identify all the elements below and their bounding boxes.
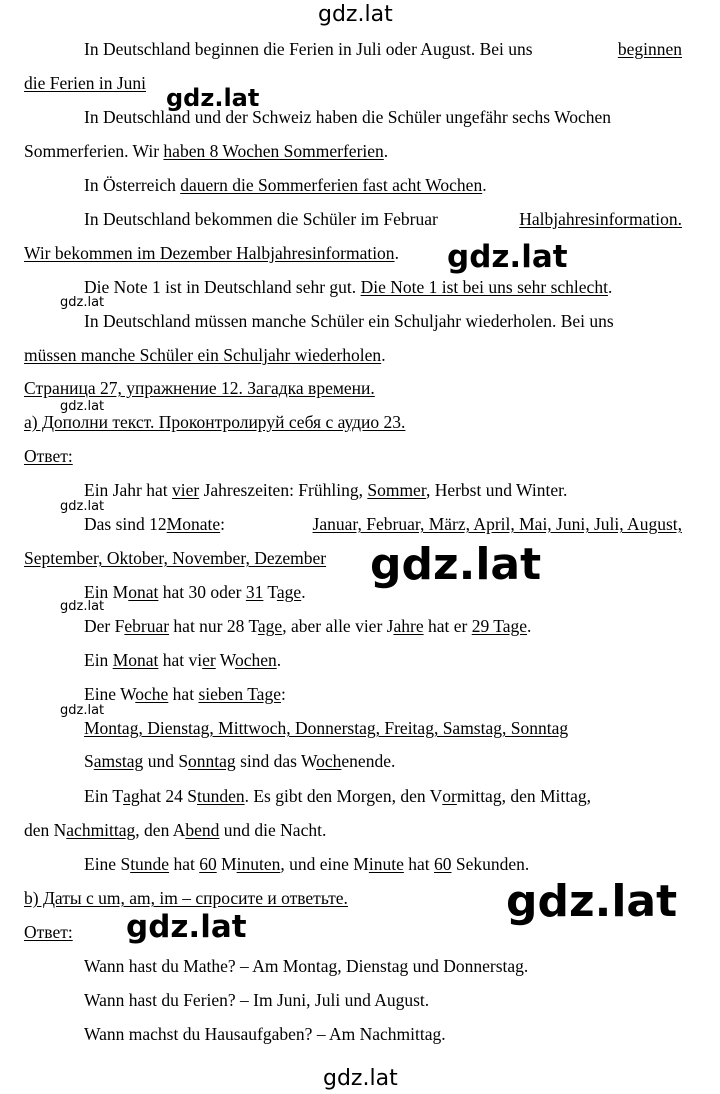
text-line: In Deutschland und der Schweiz haben die Schüler ungefähr sechs Wochen <box>84 107 611 127</box>
task-heading: а) Дополни текст. Проконтролируй себя с аудио 23. <box>24 412 406 432</box>
watermark: gdz.lat <box>506 876 678 927</box>
text-line: In Österreich dauern die Sommerferien fast acht Wochen. <box>84 175 487 195</box>
text-line: Sommerferien. Wir haben 8 Wochen Sommerferien. <box>24 141 389 161</box>
text-line: In Deutschland bekommen die Schüler im Februar Halbjahresinformation. <box>84 209 682 229</box>
text-line: Ein Monat hat vier Wochen. <box>84 650 282 670</box>
answer-label: Ответ: <box>24 922 73 942</box>
watermark-bottom: gdz.lat <box>323 1066 398 1091</box>
text-line: Ein Jahr hat vier Jahreszeiten: Frühling, Sommer, Herbst und Winter. <box>84 480 568 500</box>
watermark: gdz.lat <box>447 239 568 275</box>
text-line: Samstag und Sonntag sind das Wochenende. <box>84 751 396 771</box>
text-line: Wann hast du Ferien? – Im Juni, Juli und August. <box>84 990 430 1010</box>
text-line: Eine Stunde hat 60 Minuten, und eine Minute hat 60 Sekunden. <box>84 854 530 874</box>
text-line: müssen manche Schüler ein Schuljahr wiederholen. <box>24 345 386 365</box>
text-line: Wann machst du Hausaufgaben? – Am Nachmittag. <box>84 1024 446 1044</box>
text-line: Ein Taghat 24 Stunden. Es gibt den Morgen, den Vormittag, den Mittag, <box>84 786 592 806</box>
watermark: gdz.lat <box>126 909 247 945</box>
text-line: In Deutschland müssen manche Schüler ein Schuljahr wiederholen. Bei uns <box>84 311 614 331</box>
text-line: die Ferien in Juni <box>24 73 146 93</box>
task-heading: b) Даты с um, am, im – спросите и ответьте. <box>24 888 348 908</box>
watermark-top: gdz.lat <box>318 2 393 27</box>
text-line: September, Oktober, November, Dezember <box>24 548 327 568</box>
text-line: Ein Monat hat 30 oder 31 Tage. <box>84 582 306 602</box>
text-line: Wir bekommen im Dezember Halbjahresinformation. <box>24 243 399 263</box>
text-line: den Nachmittag, den Abend und die Nacht. <box>24 820 327 840</box>
watermark: gdz.lat <box>60 703 105 718</box>
watermark: gdz.lat <box>60 599 105 614</box>
watermark: gdz.lat <box>60 399 105 414</box>
text-line: Die Note 1 ist in Deutschland sehr gut. Die Note 1 ist bei uns sehr schlecht. <box>84 277 613 297</box>
text-line: In Deutschland beginnen die Ferien in Juli oder August. Bei uns beginnen <box>84 39 682 59</box>
watermark: gdz.lat <box>370 539 542 590</box>
text-line: Das sind 12Monate: Januar, Februar, März, April, Mai, Juni, Juli, August, <box>84 514 682 534</box>
watermark: gdz.lat <box>60 295 105 310</box>
text-line: Wann hast du Mathe? – Am Montag, Dienstag und Donnerstag. <box>84 956 529 976</box>
watermark: gdz.lat <box>166 84 260 112</box>
answer-label: Ответ: <box>24 446 73 466</box>
text-line: Der Februar hat nur 28 Tage, aber alle vier Jahre hat er 29 Tage. <box>84 616 532 636</box>
section-heading: Страница 27, упражнение 12. Загадка времени. <box>24 378 375 398</box>
watermark: gdz.lat <box>60 499 105 514</box>
text-line: Eine Woche hat sieben Tage: <box>84 684 286 704</box>
text-line: Montag, Dienstag, Mittwoch, Donnerstag, Freitag, Samstag, Sonntag <box>84 718 569 738</box>
